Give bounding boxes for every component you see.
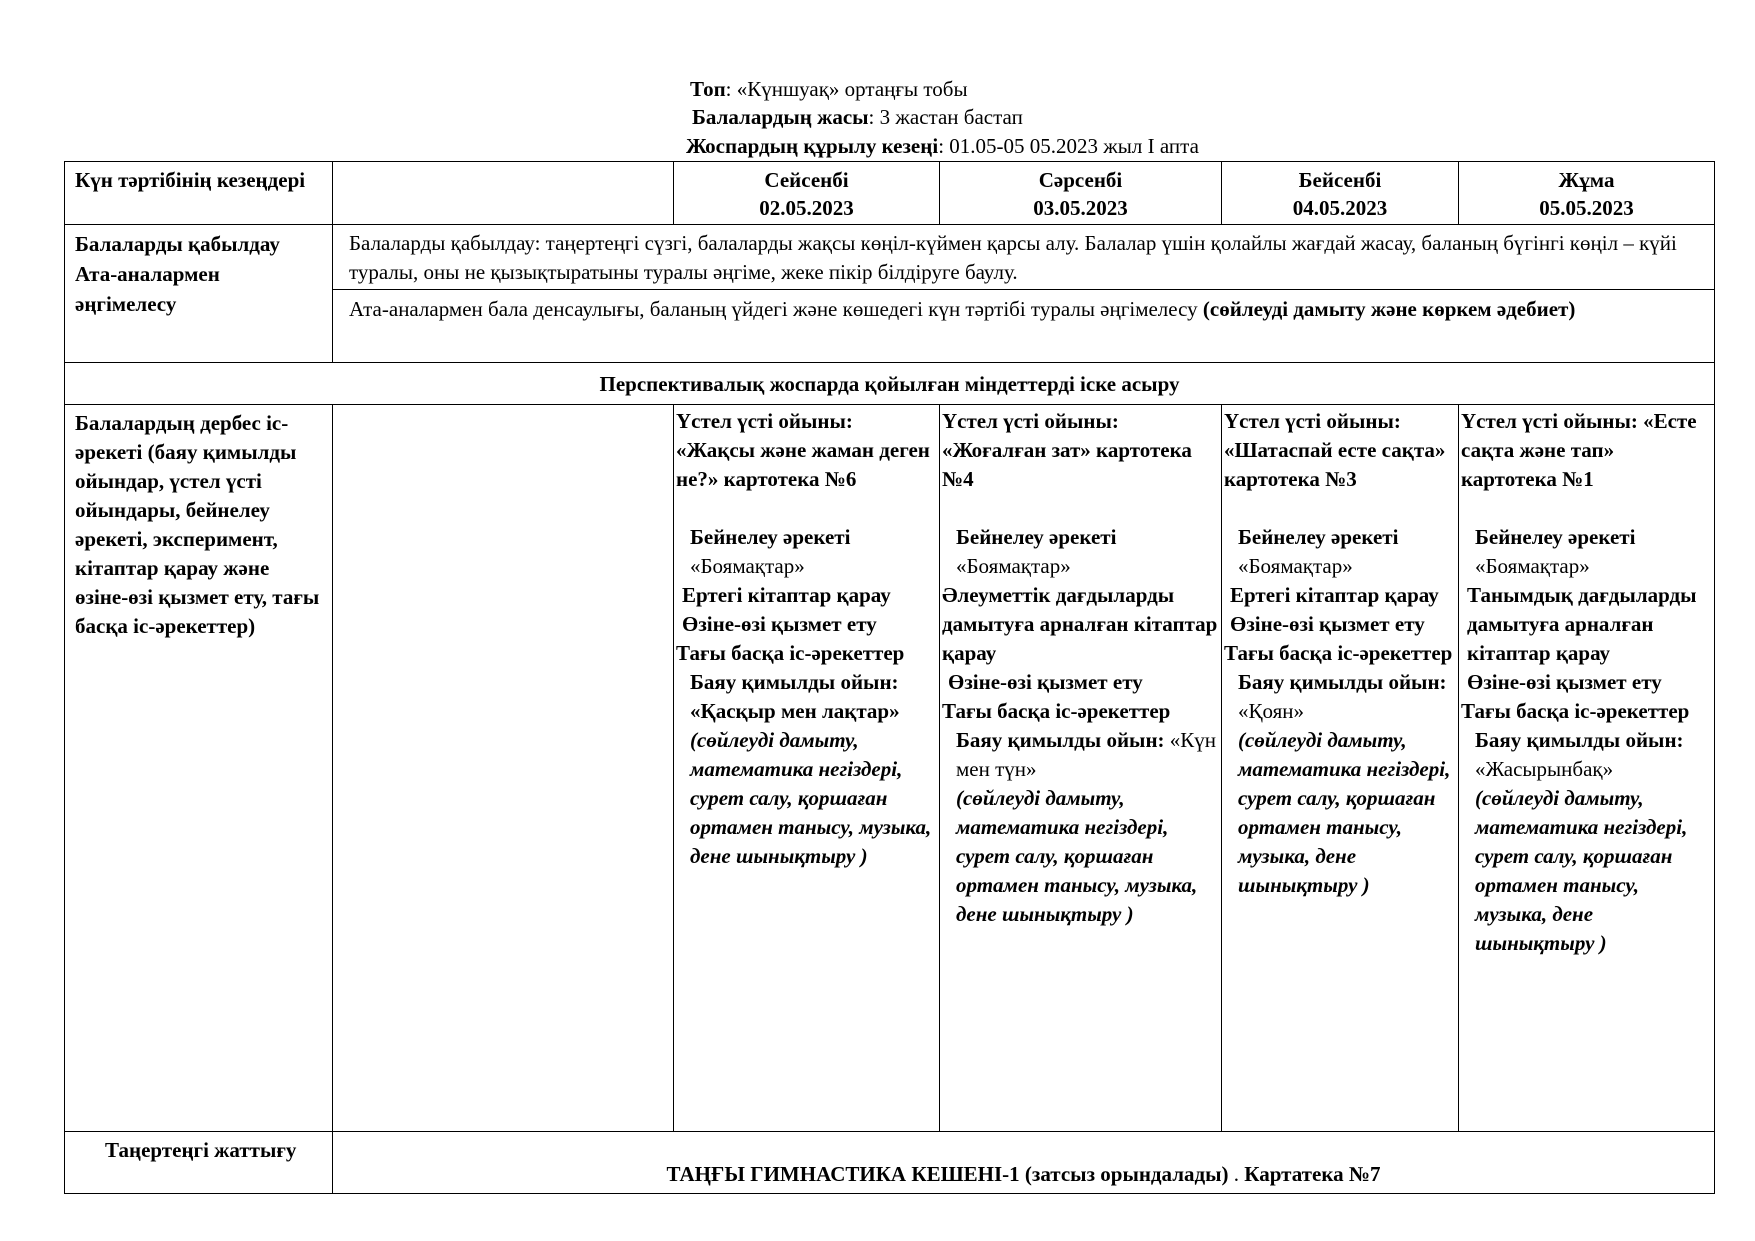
gymnastics-card: Картатека №7 — [1244, 1162, 1381, 1186]
art-value: «Боямақтар» — [690, 554, 805, 578]
art-title: Бейнелеу әрекеті — [1238, 525, 1399, 549]
table-header-row — [65, 162, 1715, 225]
day-name: Бейсенбі — [1298, 168, 1382, 192]
self-service: Өзіне-өзі қызмет ету — [1467, 670, 1662, 694]
stage-column-title: Күн тәртібінің кезеңдері — [65, 162, 333, 225]
table-row-activity — [65, 405, 1715, 1132]
day-date: 04.05.2023 — [1292, 196, 1388, 220]
art-title: Бейнелеу әрекеті — [1475, 525, 1636, 549]
art-value: «Боямақтар» — [1238, 554, 1353, 578]
header-group-line — [690, 75, 968, 103]
art-title: Бейнелеу әрекеті — [690, 525, 851, 549]
age-label: Балалардың жасы — [692, 105, 869, 129]
other-activities: Тағы басқа іс-әрекеттер — [676, 641, 905, 665]
period-value: : 01.05-05 05.2023 жыл I апта — [938, 134, 1199, 158]
day-name: Жұма — [1558, 168, 1615, 192]
header-period-line — [686, 132, 1199, 160]
activity-tuesday — [674, 405, 940, 1132]
day-name: Сәрсенбі — [1038, 168, 1123, 192]
day-date: 05.05.2023 — [1539, 196, 1634, 220]
parents-text — [333, 290, 1715, 363]
other-activities: Тағы басқа іс-әрекеттер — [1224, 641, 1453, 665]
day-header-friday — [1459, 162, 1715, 225]
other-activities: Тағы басқа іс-әрекеттер — [942, 699, 1171, 723]
group-label: Топ — [690, 77, 726, 101]
slow-game-title: Баяу қимылды ойын: «Қасқыр мен лақтар» — [690, 670, 900, 723]
books: Ертегі кітаптар қарау — [1230, 583, 1439, 607]
table-row-gymnastics — [65, 1132, 1715, 1194]
table-game: Үстел үсті ойыны: «Жоғалған зат» картотека №4 — [942, 409, 1192, 491]
other-activities: Тағы басқа іс-әрекеттер — [1461, 699, 1690, 723]
stage-activity: Балалардың дербес іс-әрекеті (баяу қимылды ойындар, үстел үсті ойындары, бейнелеу әрекеті, эксперимент, кітаптар қарау және өзіне-өзі қызмет ету, тағы басқа іс-әрекеттер) — [65, 405, 333, 1132]
slow-game-value: «Жасырынбақ» — [1475, 757, 1614, 781]
weekly-plan-table — [64, 161, 1715, 1194]
self-service: Өзіне-өзі қызмет ету — [1230, 612, 1425, 636]
art-value: «Боямақтар» — [956, 554, 1071, 578]
parents-text-bold: (сөйлеуді дамыту және көркем әдебиет) — [1202, 297, 1576, 321]
gymnastics-separator: . — [1228, 1162, 1245, 1186]
group-value: : «Күншуақ» ортаңғы тобы — [725, 77, 968, 101]
table-game: Үстел үсті ойыны: «Шатаспай есте сақта» картотека №3 — [1224, 409, 1446, 491]
gymnastics-text — [333, 1132, 1715, 1194]
self-service: Өзіне-өзі қызмет ету — [682, 612, 877, 636]
slow-game-value: «Қоян» — [1238, 699, 1305, 723]
self-service: Өзіне-өзі қызмет ету — [948, 670, 1143, 694]
table-row-reception — [65, 225, 1715, 290]
books: Әлеуметтік дағдыларды дамытуға арналған кітаптар қарау — [942, 583, 1218, 665]
header-age-line — [692, 103, 1023, 131]
stage-gymnastics — [65, 1132, 333, 1194]
development-areas: (сөйлеуді дамыту, математика негіздері, сурет салу, қоршаған ортамен танысу, музыка, дене шынықтыру ) — [690, 728, 932, 868]
table-game: Үстел үсті ойыны: «Жақсы және жаман деген не?» картотека №6 — [676, 409, 930, 491]
perspective-title: Перспективалық жоспарда қойылған міндеттерді іске асыру — [65, 363, 1715, 405]
development-areas: (сөйлеуді дамыту, математика негіздері, сурет салу, қоршаған ортамен танысу, музыка, дене шынықтыру ) — [956, 786, 1198, 926]
activity-friday — [1459, 405, 1715, 1132]
books: Танымдық дағдыларды дамытуға арналған кітаптар қарау — [1467, 583, 1697, 665]
day-header-tuesday — [674, 162, 940, 225]
table-game: Үстел үсті ойыны: «Есте сақта және тап» картотека №1 — [1461, 409, 1697, 491]
slow-game-value: «Күн мен түн» — [956, 728, 1217, 781]
activity-thursday — [1222, 405, 1459, 1132]
reception-text: Балаларды қабылдау: таңертеңгі сүзгі, балаларды жақсы көңіл-күймен қарсы алу. Балалар үшін қолайлы жағдай жасау, баланың бүгінгі көңіл – күйі туралы, оны не қызықтыратыны туралы әңгіме, жеке пікір білдіруге баулу. — [333, 225, 1715, 290]
art-value: «Боямақтар» — [1475, 554, 1590, 578]
stage-reception: Балаларды қабылдау Ата-аналармен әңгімелесу — [65, 225, 333, 363]
day-date: 03.05.2023 — [1033, 196, 1128, 220]
development-areas: (сөйлеуді дамыту, математика негіздері, сурет салу, қоршаған ортамен танысу, музыка, дене шынықтыру ) — [1238, 728, 1451, 897]
day-header-thursday — [1222, 162, 1459, 225]
age-value: : 3 жастан бастап — [868, 105, 1023, 129]
period-label: Жоспардың құрылу кезеңі — [686, 134, 939, 158]
development-areas: (сөйлеуді дамыту, математика негіздері, сурет салу, қоршаған ортамен танысу, музыка, дене шынықтыру ) — [1475, 786, 1688, 955]
table-row-perspective — [65, 363, 1715, 405]
stage-gymnastics-label: Таңертеңгі жаттығу — [105, 1138, 297, 1162]
day-header-wednesday — [940, 162, 1222, 225]
activity-wednesday — [940, 405, 1222, 1132]
art-title: Бейнелеу әрекеті — [956, 525, 1117, 549]
empty-activity-cell — [333, 405, 674, 1132]
slow-game-title: Баяу қимылды ойын: — [1238, 670, 1447, 694]
day-date: 02.05.2023 — [759, 196, 854, 220]
slow-game-title: Баяу қимылды ойын: — [1475, 728, 1684, 752]
books: Ертегі кітаптар қарау — [682, 583, 891, 607]
slow-game-title: Баяу қимылды ойын: — [956, 728, 1165, 752]
gymnastics-title: ТАҢҒЫ ГИМНАСТИКА КЕШЕНІ-1 (затсыз орындалады) — [666, 1162, 1229, 1186]
parents-text-plain: Ата-аналармен бала денсаулығы, баланың үйдегі және көшедегі күн тәртібі туралы әңгімелесу — [349, 297, 1203, 321]
empty-header-cell — [333, 162, 674, 225]
day-name: Сейсенбі — [764, 168, 849, 192]
